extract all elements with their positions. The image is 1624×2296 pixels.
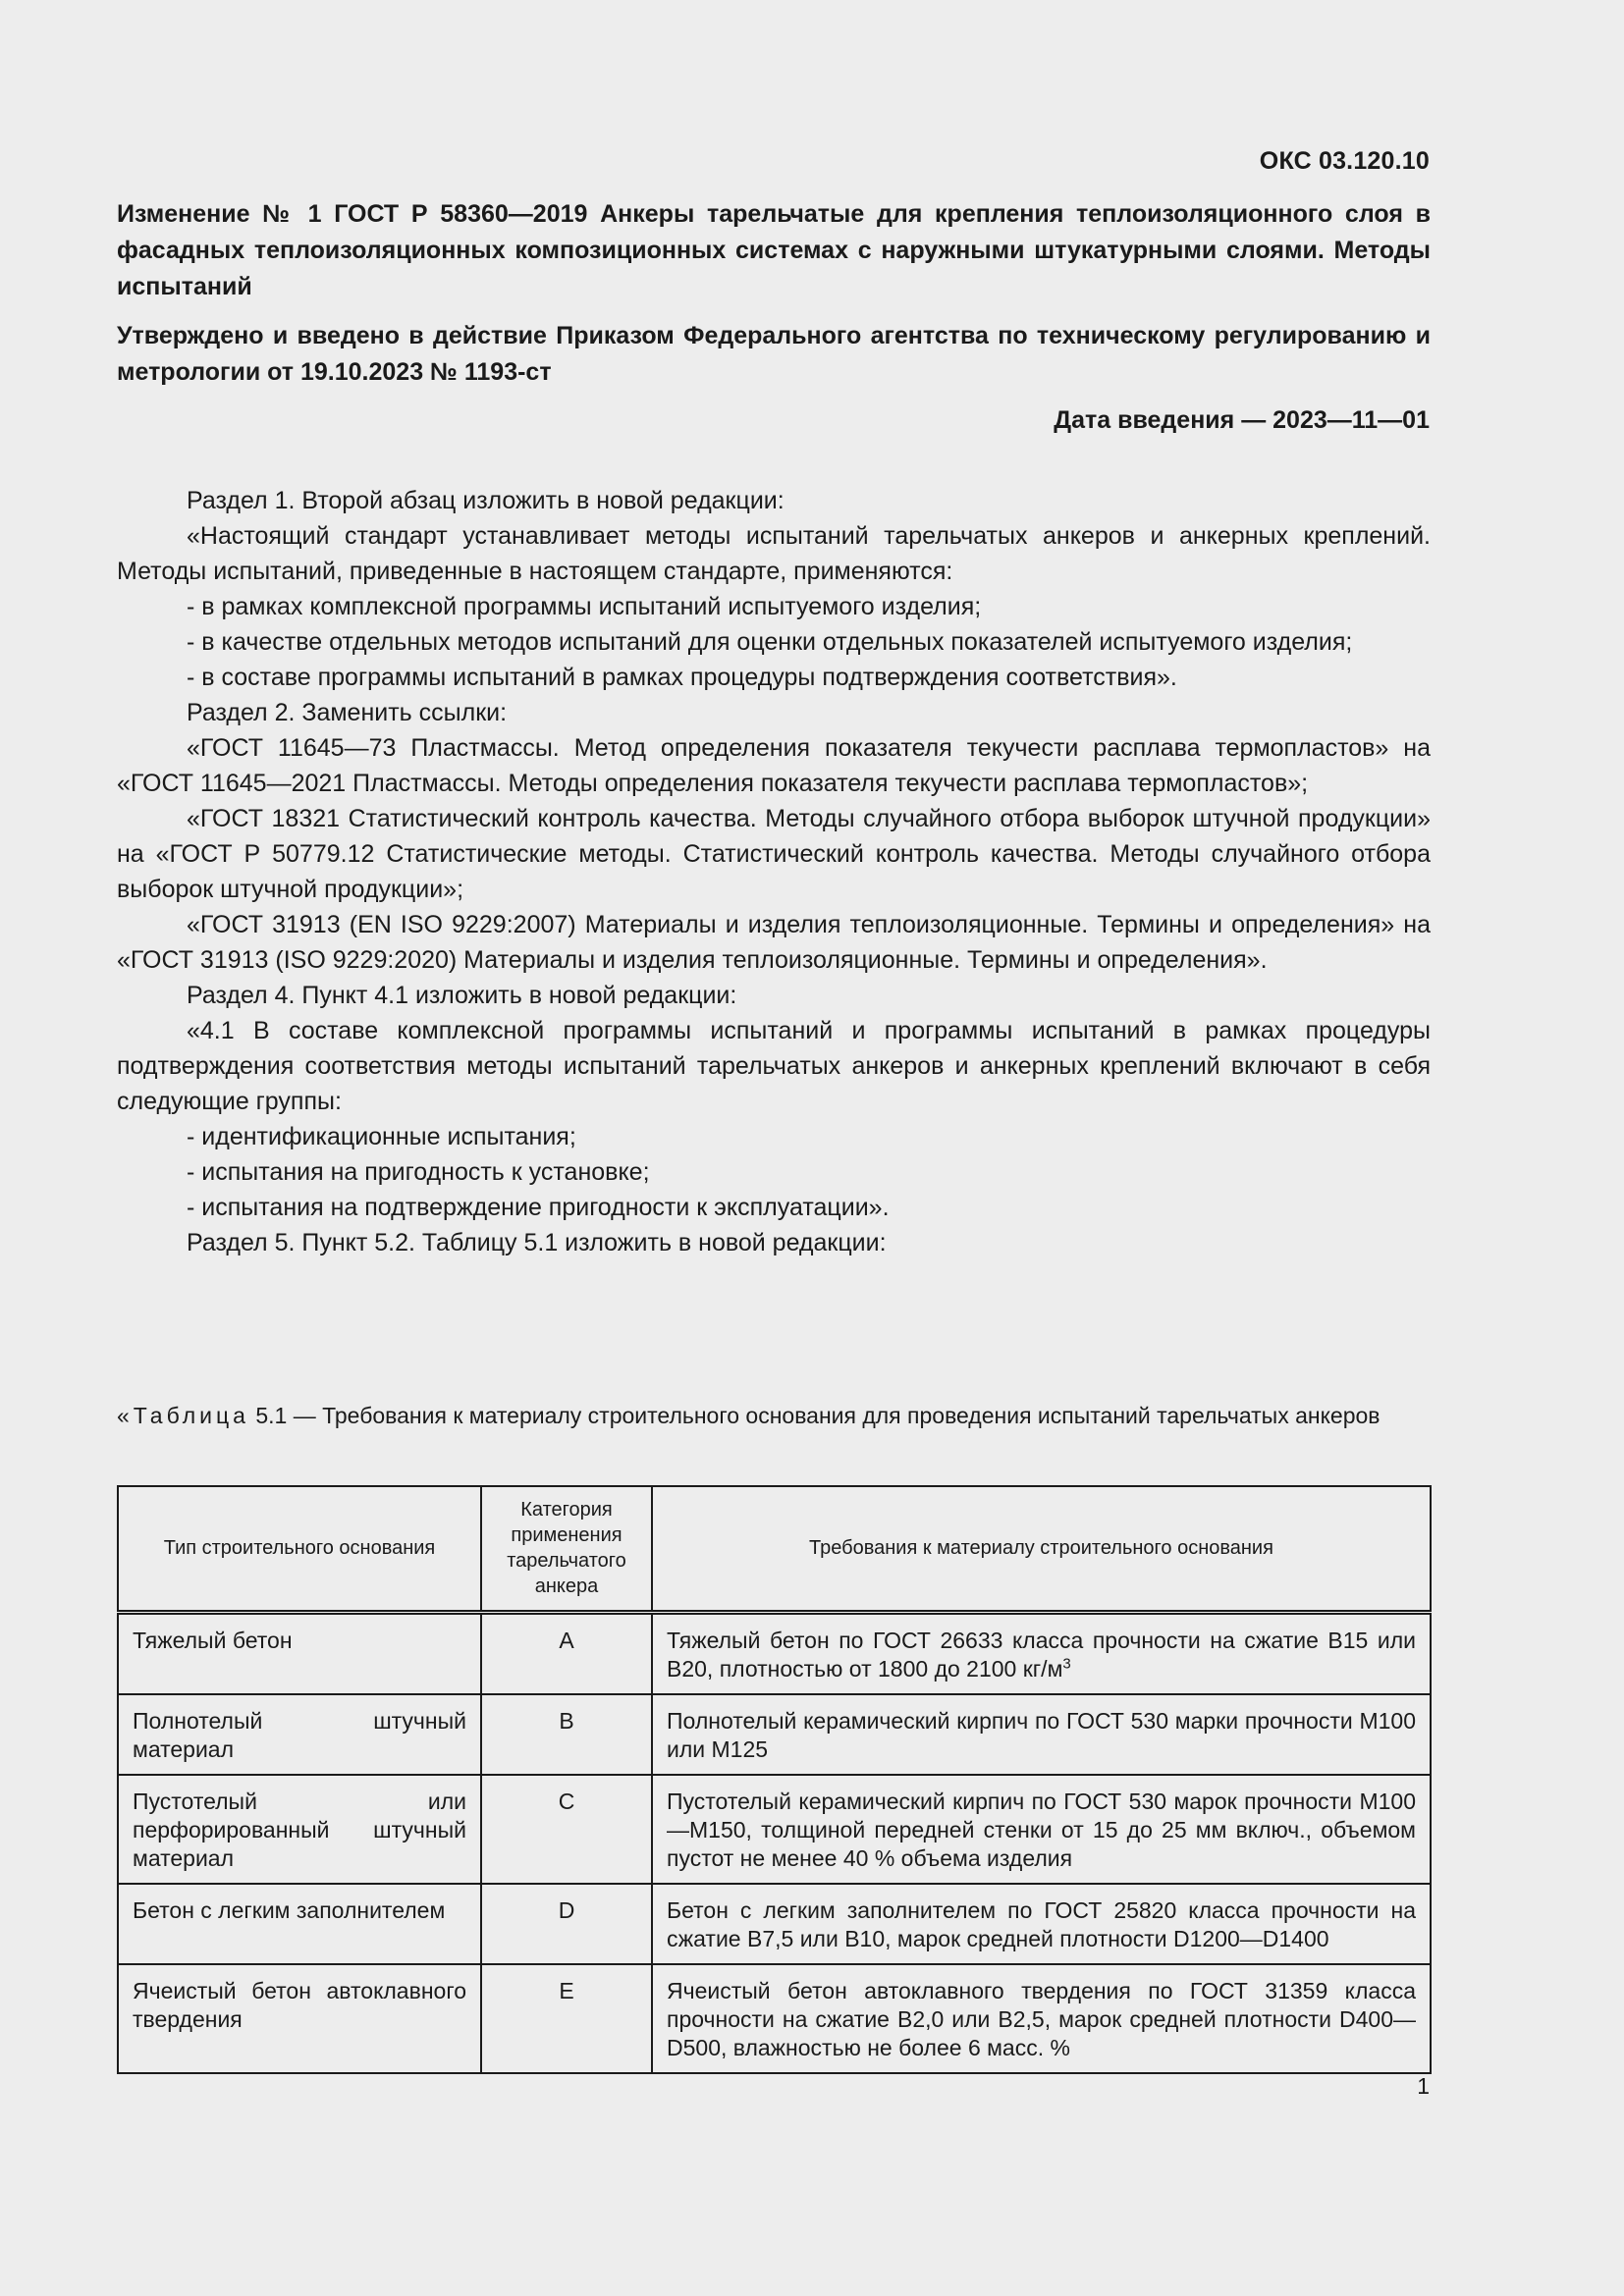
list-item: - испытания на пригодность к установке;	[187, 1158, 650, 1186]
table-caption-label: «Таблица	[117, 1403, 249, 1428]
list-item: - испытания на подтверждение пригодности к эксплуатации».	[187, 1194, 890, 1221]
approval-statement: Утверждено и введено в действие Приказом Федерального агентства по техническому регулированию и метрологии от 19.10.2023 № 1193-ст	[117, 322, 1431, 386]
requirements-table	[117, 1485, 1432, 2074]
table-row	[118, 1964, 1431, 2073]
table-row	[118, 1775, 1431, 1884]
paragraph: Раздел 1. Второй абзац изложить в новой редакции:	[187, 487, 785, 514]
header-category: Категория применения тарельчатого анкера	[481, 1486, 652, 1612]
table-caption-text: 5.1 — Требования к материалу строительного основания для проведения испытаний тарельчатых анкеров	[248, 1403, 1380, 1428]
cell-base-type: Тяжелый бетон	[118, 1612, 481, 1694]
cell-category: B	[481, 1694, 652, 1775]
cell-requirement: Полнотелый керамический кирпич по ГОСТ 530 марки прочности М100 или М125	[652, 1694, 1431, 1775]
cell-requirement: Ячеистый бетон автоклавного твердения по ГОСТ 31359 класса прочности на сжатие В2,0 или В2,5, марок средней плотности D400—D500, влажностью не более 6 масс. %	[652, 1964, 1431, 2073]
cell-base-type: Пустотелый или перфорированный штучный материал	[118, 1775, 481, 1884]
table-header-row	[118, 1486, 1431, 1612]
list-item: - в рамках комплексной программы испытаний испытуемого изделия;	[187, 593, 982, 620]
table-row	[118, 1884, 1431, 1964]
effective-date: Дата введения — 2023—11—01	[1054, 406, 1430, 434]
cell-requirement: Тяжелый бетон по ГОСТ 26633 класса прочности на сжатие В15 или В20, плотностью от 1800 до 2100 $кг/м^3$	[652, 1612, 1431, 1694]
cell-category: C	[481, 1775, 652, 1884]
paragraph: Раздел 2. Заменить ссылки:	[187, 699, 508, 726]
cell-base-type: Ячеистый бетон автоклавного твердения	[118, 1964, 481, 2073]
paragraph: Раздел 5. Пункт 5.2. Таблицу 5.1 изложить в новой редакции:	[187, 1229, 887, 1256]
amendment-body	[117, 483, 1431, 1260]
paragraph: «4.1 В составе комплексной программы испытаний и программы испытаний в рамках процедуры подтверждения соответствия методы испытаний тарельчатых анкеров и анкерных креплений включают в себя следующие группы:	[117, 1017, 1431, 1115]
header-requirements: Требования к материалу строительного основания	[652, 1486, 1431, 1612]
paragraph: «ГОСТ 31913 (EN ISO 9229:2007) Материалы и изделия теплоизоляционные. Термины и определения» на «ГОСТ 31913 (ISO 9229:2020) Материалы и изделия теплоизоляционные. Термины и определения».	[117, 911, 1431, 974]
page-number: 1	[1417, 2073, 1430, 2099]
paragraph: «Настоящий стандарт устанавливает методы испытаний тарельчатых анкеров и анкерных креплений. Методы испытаний, приведенные в настоящем стандарте, применяются:	[117, 522, 1431, 585]
amendment-title: Изменение № 1 ГОСТ Р 58360—2019 Анкеры тарельчатые для крепления теплоизоляционного слоя в фасадных теплоизоляционных композиционных системах с наружными штукатурными слоями. Методы испытаний	[117, 200, 1431, 300]
table-row	[118, 1694, 1431, 1775]
cell-category: E	[481, 1964, 652, 2073]
cell-requirement: Пустотелый керамический кирпич по ГОСТ 530 марок прочности М100—М150, толщиной передней стенки от 15 до 25 мм включ., объемом пустот не менее 40 % объема изделия	[652, 1775, 1431, 1884]
list-item: - в качестве отдельных методов испытаний для оценки отдельных показателей испытуемого изделия;	[187, 628, 1353, 656]
list-item: - в составе программы испытаний в рамках процедуры подтверждения соответствия».	[187, 664, 1177, 691]
cell-category: A	[481, 1612, 652, 1694]
table-row	[118, 1612, 1431, 1694]
cell-base-type: Бетон с легким заполнителем	[118, 1884, 481, 1964]
oks-code: ОКС 03.120.10	[1259, 147, 1430, 175]
cell-category: D	[481, 1884, 652, 1964]
paragraph: «ГОСТ 11645—73 Пластмассы. Метод определения показателя текучести расплава термопластов» на «ГОСТ 11645—2021 Пластмассы. Методы определения показателя текучести расплава термопластов»;	[117, 734, 1431, 797]
cell-requirement: Бетон с легким заполнителем по ГОСТ 25820 класса прочности на сжатие В7,5 или В10, марок средней плотности D1200—D1400	[652, 1884, 1431, 1964]
paragraph: Раздел 4. Пункт 4.1 изложить в новой редакции:	[187, 982, 737, 1009]
cell-base-type: Полнотелый штучный материал	[118, 1694, 481, 1775]
header-base-type: Тип строительного основания	[118, 1486, 481, 1612]
paragraph: «ГОСТ 18321 Статистический контроль качества. Методы случайного отбора выборок штучной продукции» на «ГОСТ Р 50779.12 Статистические методы. Статистический контроль качества. Методы случайного отбора выборок штучной продукции»;	[117, 805, 1431, 903]
list-item: - идентификационные испытания;	[187, 1123, 576, 1150]
table-caption	[117, 1400, 1431, 1431]
